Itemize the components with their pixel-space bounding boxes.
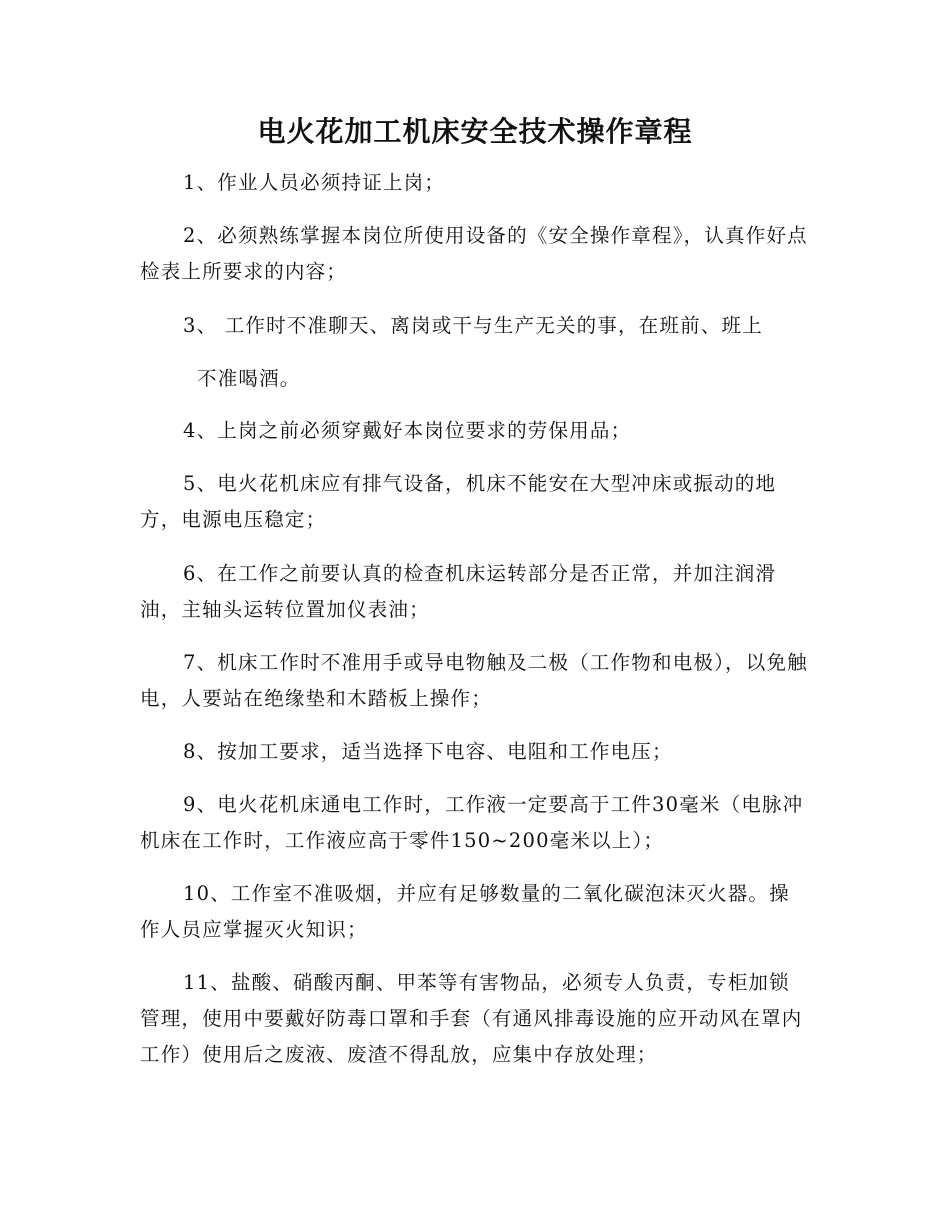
rule-item-11: 11、盐酸、硝酸丙酮、甲苯等有害物品，必须专人负责，专柜加锁管理，使用中要戴好防毒口罩和手套（有通风排毒设施的应开动风在罩内工作）使用后之废液、废渣不得乱放，应集中存放处理； xyxy=(140,971,803,1066)
rule-item-1: 1、作业人员必须持证上岗； xyxy=(183,171,446,194)
rule-item-5: 5、电火花机床应有排气设备，机床不能安在大型冲床或振动的地方，电源电压稳定； xyxy=(140,472,777,531)
rule-item-7: 7、机床工作时不准用手或导电物触及二极（工作物和电极），以免触电，人要站在绝缘垫和木踏板上操作； xyxy=(140,651,808,710)
rule-item-10: 10、工作室不准吸烟，并应有足够数量的二氧化碳泡沫灭火器。操作人员应掌握灭火知识； xyxy=(140,882,790,941)
rule-item-3: 3、 工作时不准聊天、离岗或干与生产无关的事，在班前、班上 xyxy=(183,314,763,337)
rule-item-8: 8、按加工要求，适当选择下电容、电阻和工作电压； xyxy=(183,740,673,763)
rule-item-6: 6、在工作之前要认真的检查机床运转部分是否正常，并加注润滑油，主轴头运转位置加仪表油； xyxy=(140,562,777,621)
rule-item-3-continued: 不准喝酒。 xyxy=(197,367,301,390)
rule-item-9: 9、电火花机床通电工作时，工作液一定要高于工件30毫米（电脉冲机床在工作时，工作液应高于零件150~200毫米以上）； xyxy=(140,793,804,852)
rule-item-4: 4、上岗之前必须穿戴好本岗位要求的劳保用品； xyxy=(183,419,632,442)
rule-item-2: 2、必须熟练掌握本岗位所使用设备的《安全操作章程》，认真作好点检表上所要求的内容； xyxy=(140,224,808,283)
document-title: 电火花加工机床安全技术操作章程 xyxy=(257,115,693,148)
